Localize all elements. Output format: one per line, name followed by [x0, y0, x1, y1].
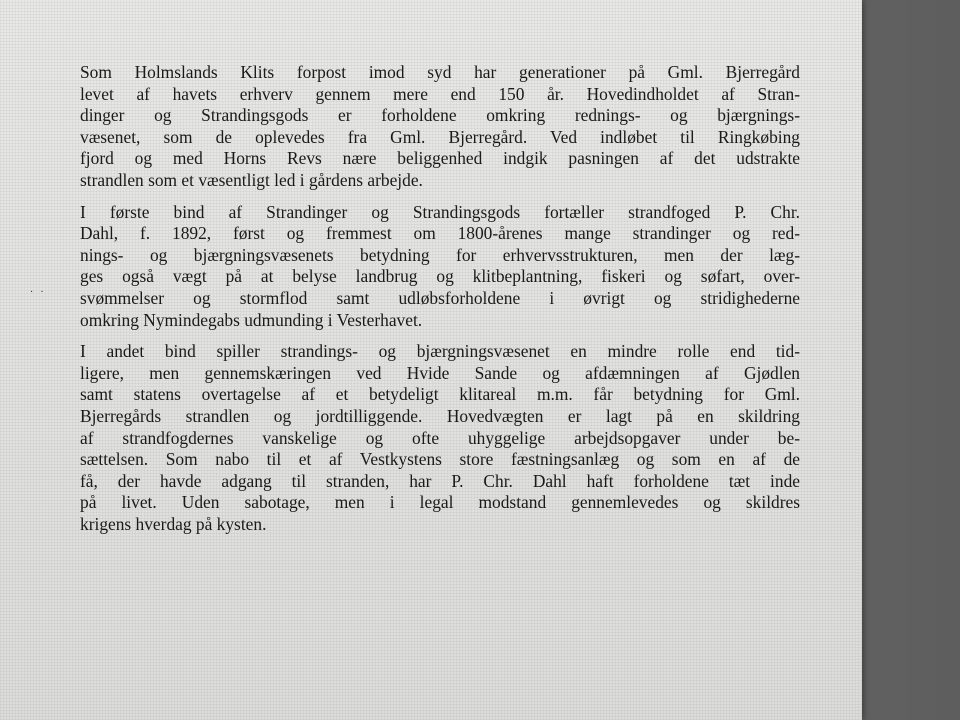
text-line: sættelsen. Som nabo til et af Vestkystens store fæstningsanlæg og som en af de [80, 449, 800, 470]
text-line: Dahl, f. 1892, først og fremmest om 1800-årenes mange strandinger og red- [80, 223, 800, 244]
text-line: ges også vægt på at belyse landbrug og klitbeplantning, fiskeri og søfart, over- [80, 266, 800, 287]
text-line: samt statens overtagelse af et betydeligt klitareal m.m. får betydning for Gml. [80, 384, 800, 405]
paragraph-3 [80, 341, 800, 535]
paragraph-2 [80, 202, 800, 332]
text-line: svømmelser og stormflod samt udløbsforholdene i øvrigt og stridighederne [80, 287, 800, 308]
text-line: af strandfogdernes vanskelige og ofte uhyggelige arbejdsopgaver under be- [80, 427, 800, 448]
text-line: krigens hverdag på kysten. [80, 513, 267, 534]
text-line: I andet bind spiller strandings- og bjærgningsvæsenet en mindre rolle end tid- [80, 341, 800, 362]
text-line: væsenet, som de oplevedes fra Gml. Bjerregård. Ved indløbet til Ringkøbing [80, 126, 800, 147]
text-line: Bjerregårds strandlen og jordtilliggende. Hovedvægten er lagt på en skildring [80, 405, 800, 426]
text-line: fjord og med Horns Revs nære beliggenhed indgik pasningen af det udstrakte [80, 148, 800, 169]
text-line: få, der havde adgang til stranden, har P. Chr. Dahl haft forholdene tæt inde [80, 470, 800, 491]
text-line: nings- og bjærgningsvæsenets betydning for erhvervsstrukturen, men der læg- [80, 244, 800, 265]
text-line: levet af havets erhverv gennem mere end 150 år. Hovedindholdet af Stran- [80, 83, 800, 104]
text-line: omkring Nymindegabs udmunding i Vesterhavet. [80, 309, 423, 330]
text-line: dinger og Strandingsgods er forholdene omkring rednings- og bjærgnings- [80, 105, 800, 126]
text-line: på livet. Uden sabotage, men i legal modstand gennemlevedes og skildres [80, 492, 800, 513]
body-text [80, 62, 800, 545]
text-line: I første bind af Strandinger og Strandingsgods fortæller strandfoged P. Chr. [80, 201, 800, 222]
text-line: Som Holmslands Klits forpost imod syd har generationer på Gml. Bjerregård [80, 62, 800, 82]
margin-mark: · · [30, 287, 46, 298]
paragraph-1 [80, 62, 800, 192]
text-line: ligere, men gennemskæringen ved Hvide Sande og afdæmningen af Gjødlen [80, 362, 800, 383]
text-line: strandlen som et væsentligt led i gårdens arbejde. [80, 169, 423, 190]
